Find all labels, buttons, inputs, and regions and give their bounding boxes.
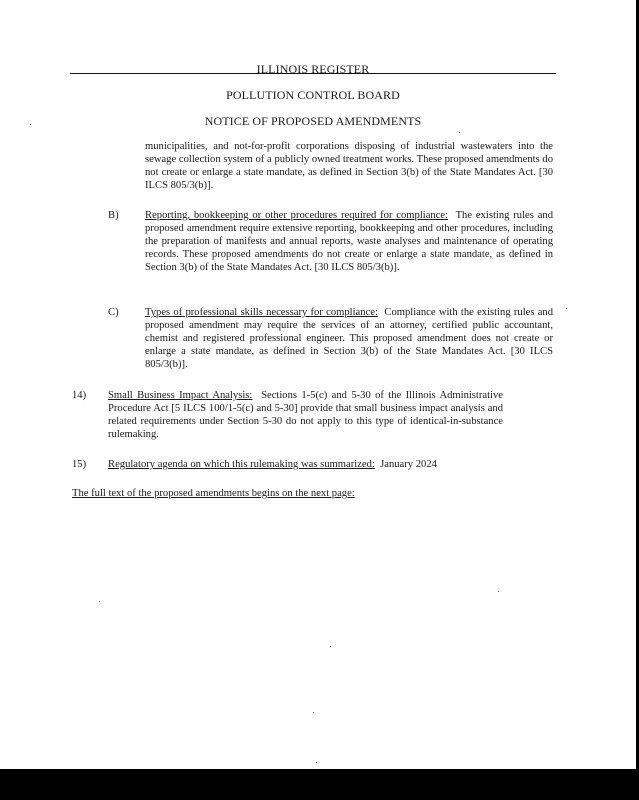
scan-speck xyxy=(498,591,499,592)
item-15-label: 15) xyxy=(72,459,87,470)
scan-speck xyxy=(313,712,314,713)
closing-paragraph xyxy=(72,487,552,500)
scan-speck xyxy=(330,646,331,647)
item-c-label: C) xyxy=(108,307,119,318)
item-b-body: The existing rules and proposed amendment require extensive reporting, bookkeeping and other procedures, including the preparation of manifests and annual reports, waste analyses and maintenance of operating records. These proposed amendments do not create or enlarge a state mandate, as defined in Section 3(b) of the State Mandates Act. [30 ILCS 805/3(b)]. xyxy=(145,210,553,273)
intro-continuation-text: municipalities, and not-for-profit corporations disposing of industrial wastewaters into the sewage collection system of a publicly owned treatment works. These proposed amendments do not create or enlarge a state mandate, as defined in Section 3(b) of the State Mandates Act. [30 ILCS 805/3(b)]. xyxy=(145,141,553,191)
item-b-paragraph xyxy=(145,209,553,274)
scan-border-bottom xyxy=(0,769,639,800)
item-15-body: January 2024 xyxy=(380,459,437,470)
header-rule xyxy=(70,73,556,74)
scan-speck xyxy=(566,308,567,309)
intro-continuation-paragraph xyxy=(145,140,553,192)
scan-speck xyxy=(316,762,317,763)
scan-speck xyxy=(99,601,100,602)
item-15-heading: Regulatory agenda on which this rulemaking was summarized: xyxy=(108,459,375,470)
item-14-paragraph xyxy=(108,389,503,441)
scan-speck xyxy=(30,124,31,125)
item-b-heading: Reporting, bookkeeping or other procedures required for compliance: xyxy=(145,210,449,221)
closing-text: The full text of the proposed amendments begins on the next page: xyxy=(72,488,355,499)
item-c-body: Compliance with the existing rules and proposed amendment may require the services of an attorney, certified public accountant, chemist and registered professional engineer. This proposed amendment does not create or enlarge a state mandate, as defined in Section 3(b) of the State Mandates Act. [30 ILCS 805/3(b)]. xyxy=(145,307,554,370)
item-14-heading: Small Business Impact Analysis: xyxy=(108,390,253,401)
scan-speck xyxy=(459,132,460,133)
item-14-body: Sections 1-5(c) and 5-30 of the Illinois Administrative Procedure Act [5 ILCS 100/1-5(c) and 5-30] provide that small business impact analysis and related requirements under Section 5-30 do not apply to this type of identical-in-substance rulemaking. xyxy=(108,390,503,440)
item-15-paragraph xyxy=(108,458,548,471)
item-14-label: 14) xyxy=(72,390,87,401)
item-b-label: B) xyxy=(108,210,119,221)
board-title: POLLUTION CONTROL BOARD xyxy=(226,88,400,102)
item-c-heading: Types of professional skills necessary for compliance: xyxy=(145,307,378,318)
register-title: ILLINOIS REGISTER xyxy=(256,62,370,76)
item-c-paragraph xyxy=(145,306,553,371)
notice-title: NOTICE OF PROPOSED AMENDMENTS xyxy=(204,114,422,128)
